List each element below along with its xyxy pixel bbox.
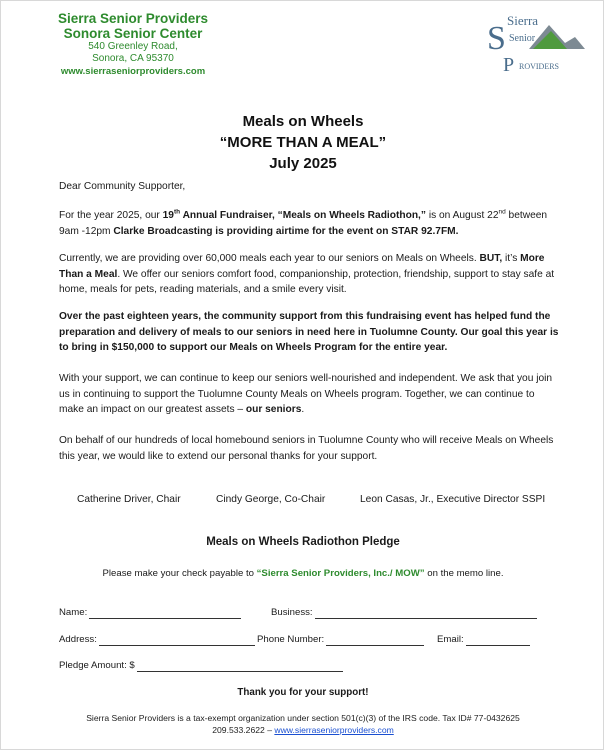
- address-field[interactable]: [59, 634, 255, 646]
- pledge-amount-line[interactable]: [137, 662, 343, 672]
- title-line-1: Meals on Wheels: [242, 113, 364, 130]
- logo-senior: Senior: [509, 33, 536, 44]
- email-line[interactable]: [466, 636, 530, 646]
- thank-you: Thank you for your support!: [237, 687, 369, 698]
- signature-co-chair: Cindy George, Co-Chair: [216, 494, 326, 505]
- name-line[interactable]: [89, 609, 241, 619]
- letterhead: [43, 11, 223, 78]
- address-line-2: Sonora, CA 95370: [92, 53, 174, 64]
- org-name: Sierra Senior Providers: [57, 11, 209, 26]
- paragraph-fundraiser: For the year 2025, our 19th Annual Fundraiser, “Meals on Wheels Radiothon,” is on August 22nd between 9am -12pm Clarke Broadcasting is providing airtime for the event on STAR 92.7FM.: [59, 208, 548, 237]
- sierra-senior-providers-logo: [485, 9, 585, 75]
- business-field[interactable]: [271, 607, 537, 619]
- business-label: Business:: [271, 607, 313, 618]
- footer-phone: 209.533.2622 –: [212, 725, 275, 735]
- signature-director: Leon Casas, Jr., Executive Director SSPI: [360, 494, 546, 505]
- center-name: Sonora Senior Center: [63, 26, 203, 41]
- paragraph-support: With your support, we can continue to keep our seniors well-nourished and independent. We ask that you join us in continuing to support the Tuolumne County Meals on Wheels program. Together, we can continue to make an impact on our greatest assets – our seniors.: [59, 373, 553, 415]
- paragraph-meals: Currently, we are providing over 60,000 meals each year to our seniors on Meals on Wheels. BUT, it’s More Than a Meal. We offer our seniors comfort food, companionship, protection, friendship, support to stay safe at home, meals for pets, reading materials, and a smile every visit.: [59, 253, 555, 295]
- signature-chair: Catherine Driver, Chair: [77, 494, 181, 505]
- logo-letter-s: S: [487, 20, 506, 57]
- footer-tax-info: Sierra Senior Providers is a tax-exempt organization under section 501(c)(3) of the IRS code. Tax ID# 77-0432625: [86, 713, 520, 723]
- title-line-3: July 2025: [269, 155, 337, 172]
- phone-label: Phone Number:: [257, 634, 325, 645]
- letterhead-website[interactable]: www.sierraseniorproviders.com: [60, 66, 206, 77]
- footer: [1, 712, 604, 736]
- logo-letter-p: P: [503, 54, 515, 75]
- footer-contact: [1, 724, 604, 736]
- email-label: Email:: [437, 634, 464, 645]
- name-label: Name:: [59, 607, 88, 618]
- name-field[interactable]: [59, 607, 241, 619]
- paragraph-thanks: On behalf of our hundreds of local homebound seniors in Tuolumne County who will receive Meals on Wheels this year, we would like to extend our personal thanks for your support.: [59, 435, 554, 462]
- phone-line[interactable]: [326, 636, 424, 646]
- title-line-2: “MORE THAN A MEAL”: [219, 134, 387, 151]
- logo-providers: ROVIDERS: [519, 62, 560, 71]
- address-line-1: 540 Greenley Road,: [88, 41, 178, 52]
- pledge-title: Meals on Wheels Radiothon Pledge: [206, 536, 400, 548]
- pledge-amount-label: Pledge Amount: $: [59, 660, 135, 671]
- salutation: Dear Community Supporter,: [59, 181, 186, 192]
- letter-title: [1, 111, 604, 174]
- business-line[interactable]: [315, 609, 537, 619]
- logo-sierra: Sierra: [507, 13, 539, 28]
- address-line[interactable]: [99, 636, 255, 646]
- paragraph-goal: Over the past eighteen years, the community support from this fundraising event has helped fund the preparation and delivery of meals to our seniors in need here in Tuolumne County. Our goal this year is to bring in $150,000 to support our Meals on Wheels Program for the entire year.: [59, 311, 559, 353]
- pledge-amount-field[interactable]: [59, 660, 343, 672]
- footer-website-link[interactable]: www.sierraseniorproviders.com: [274, 725, 394, 735]
- phone-field[interactable]: [257, 634, 424, 646]
- address-label: Address:: [59, 634, 97, 645]
- payable-instruction: Please make your check payable to “Sierra Senior Providers, Inc./ MOW” on the memo line.: [102, 568, 504, 579]
- email-field[interactable]: [437, 634, 530, 646]
